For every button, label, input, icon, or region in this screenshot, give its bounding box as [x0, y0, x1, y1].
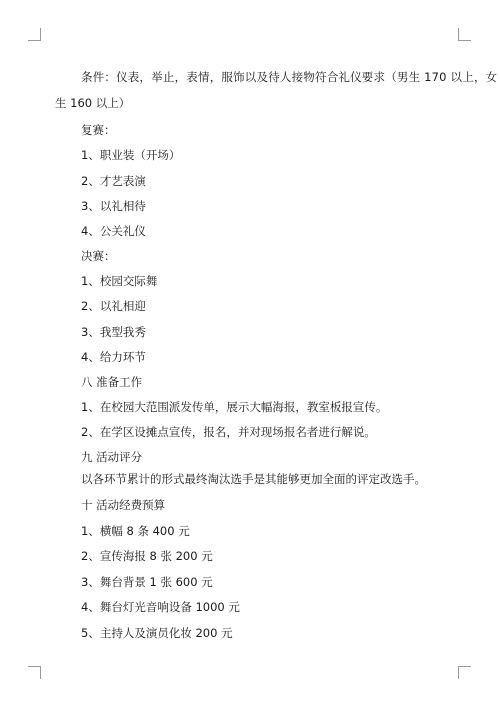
section-heading-preparation: 八 准备工作	[81, 375, 143, 389]
paragraph-scoring: 以各环节累计的形式最终淘汰选手是其能够更加全面的评定改选手。	[81, 472, 426, 486]
heading-semifinal: 复赛：	[81, 123, 116, 137]
list-item: 1、在校园大范围派发传单，展示大幅海报，教室板报宣传。	[81, 400, 388, 414]
list-item: 3、以礼相待	[81, 199, 146, 213]
list-item: 4、公关礼仪	[81, 224, 146, 238]
list-item: 2、以礼相迎	[81, 299, 146, 313]
list-item: 1、职业装（开场）	[81, 148, 181, 162]
list-item: 2、在学区设摊点宣传，报名，并对现场报名者进行解说。	[81, 425, 376, 439]
paragraph-conditions: 条件：仪表，举止，表情，服饰以及待人接物符合礼仪要求（男生 170 以上，女	[81, 70, 498, 84]
page-corner-top-right	[458, 28, 471, 41]
list-item: 5、主持人及演员化妆 200 元	[81, 626, 233, 640]
list-item: 4、舞台灯光音响设备 1000 元	[81, 600, 240, 614]
list-item: 1、校园交际舞	[81, 274, 158, 288]
section-heading-budget: 十 活动经费预算	[81, 498, 166, 512]
list-item: 2、才艺表演	[81, 174, 146, 188]
heading-final: 决赛：	[81, 249, 116, 263]
list-item: 3、舞台背景 1 张 600 元	[81, 575, 213, 589]
list-item: 3、我型我秀	[81, 325, 146, 339]
page-corner-bottom-left	[28, 666, 41, 679]
page-corner-bottom-right	[458, 666, 471, 679]
paragraph-conditions-continued: 生 160 以上）	[55, 96, 131, 110]
page-corner-top-left	[28, 28, 41, 41]
list-item: 4、给力环节	[81, 350, 146, 364]
list-item: 2、宣传海报 8 张 200 元	[81, 549, 213, 563]
section-heading-scoring: 九 活动评分	[81, 450, 143, 464]
list-item: 1、横幅 8 条 400 元	[81, 524, 190, 538]
